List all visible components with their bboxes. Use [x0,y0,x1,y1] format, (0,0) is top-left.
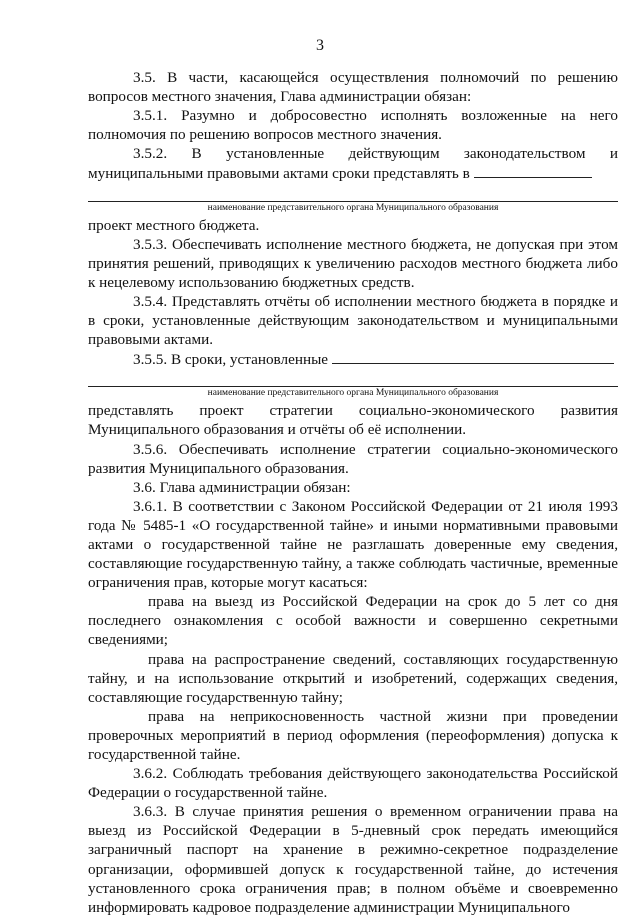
fill-in-line [88,370,618,387]
fill-in-line [88,185,618,202]
paragraph-3-6-3: 3.6.3. В случае принятия решения о временном ограничении права на выезд из Российской Федерации в 5-дневный срок передать имеющийся заграничный паспорт на хранение в режимно-секретное подразделение организации, оформившей допуск к государственной тайне, до истечения установленного срока ограничения прав; в полном объёме и своевременно информировать кадровое подразделение администрации Муниципального [88,803,618,916]
paragraph-3-5-3: 3.5.3. Обеспечивать исполнение местного бюджета, не допуская при этом принятия решений, приводящих к увеличению расходов местного бюджета либо к нецелевому использованию бюджетных средств. [88,235,618,291]
list-item: права на распространение сведений, составляющих государственную тайну, и на использование открытий и изобретений, содержащих сведения, составляющие государственную тайну; [88,650,618,706]
paragraph-3-5: 3.5. В части, касающейся осуществления полномочий по решению вопросов местного значения, Глава администрации обязан: [88,69,618,106]
field-caption: наименование представительного органа Муниципального образования [207,202,499,213]
paragraph-continuation: представлять проект стратегии социально-экономического развития Муниципального образования и отчёты об её исполнении. [88,402,618,439]
paragraph-3-5-5-text: 3.5.5. В сроки, установленные [133,351,329,369]
paragraph-3-5-5 [88,349,618,369]
paragraph-continuation: проект местного бюджета. [88,216,260,234]
paragraph-3-6-1: 3.6.1. В соответствии с Законом Российской Федерации от 21 июля 1993 года № 5485-1 «О государственной тайне» и иными нормативными правовыми актами о государственной тайне не разглашать доверенные ему сведения, составляющие государственную тайну, а также соблюдать частичные, временные ограничения прав, которые могут касаться: [88,497,618,592]
paragraph-3-6-2: 3.6.2. Соблюдать требования действующего законодательства Российской Федерации о государственной тайне. [88,765,618,802]
paragraph-3-5-1: 3.5.1. Разумно и добросовестно исполнять возложенные на него полномочия по решению вопросов местного значения. [88,107,618,144]
page-number: 3 [316,37,324,54]
paragraph-3-5-4: 3.5.4. Представлять отчёты об исполнении местного бюджета в порядке и в сроки, установленные действующим законодательством и муниципальными правовыми актами. [88,292,618,349]
paragraph-3-5-2 [88,144,618,183]
fill-in-blank [332,349,614,364]
list-item: права на выезд из Российской Федерации на срок до 5 лет со дня последнего ознакомления с особой важности и совершенно секретными сведениями; [88,593,618,649]
list-item: права на неприкосновенность частной жизни при проведении проверочных мероприятий в период оформления (переоформления) допуска к государственной тайне. [88,707,618,763]
field-caption: наименование представительного органа Муниципального образования [207,388,499,399]
paragraph-3-5-2-text: 3.5.2. В установленные действующим законодательством и муниципальными правовыми актами сроки представлять в [88,145,618,183]
paragraph-3-6: 3.6. Глава администрации обязан: [133,478,351,496]
document-body [88,68,618,917]
fill-in-blank [474,163,592,178]
paragraph-3-5-6: 3.5.6. Обеспечивать исполнение стратегии социально-экономического развития Муниципального образования. [88,440,618,477]
